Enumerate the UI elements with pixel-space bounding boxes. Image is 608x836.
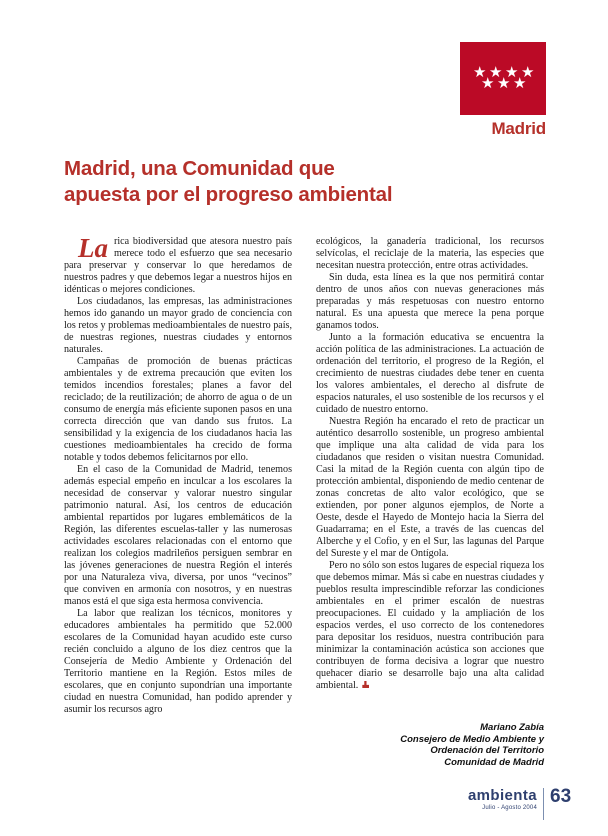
- paragraph: Campañas de promoción de buenas prácticas ambientales y de extrema precaución que eviten los temidos incendios forestales; planes a favor del reciclado; de la reutilización; de ahorro de agua o de un consumo de energía más eficiente suponen pasos en una correcta dirección que van dando sus frutos. La sensibilidad y la exigencia de los ciudadanos hacia las cuestiones medioambientales ha crecido de forma notable y todos debemos felicitarnos por ello.: [64, 356, 292, 463]
- paragraph: Junto a la formación educativa se encuentra la acción política de las administraciones. La actuación de ordenación del territorio, el progreso de la Región, el crecimiento de nuestras ciudades debe tener en cuenta los valores ambientales, el derecho al disfrute de espacios naturales, el uso sostenible de los recursos y el cuidado de nuestro entorno.: [316, 332, 544, 415]
- paragraph: [64, 233, 292, 296]
- drop-cap: La: [78, 233, 108, 263]
- flag-star: ★: [513, 76, 527, 92]
- paragraph: Nuestra Región ha encarado el reto de practicar un auténtico desarrollo sostenible, un progreso ambiental que implique una alta calidad de vida para los ciudadanos que residen o visitan nuestra Comunidad. Casi la mitad de la Región cuenta con algún tipo de protección ambiental, disponiendo de medio centenar de zonas concretas de alto valor ecológico, que se extienden, por poner algunos ejemplos, de Norte a Oeste, desde el Hayedo de Montejo hacia la Sierra del Guadarrama; en el Este, a través de las cuencas del Alberche y el Cofio, y en el Sur, las lagunas del Parque del Sureste y el mar de Ontígola.: [316, 416, 544, 559]
- paragraph: Sin duda, esta línea es la que nos permitirá contar dentro de unos años con nuevas generaciones más preparadas y más respetuosas con nuestro entorno natural. Es una apuesta que merece la pena porque ganamos todos.: [316, 272, 544, 331]
- flag-star: ★: [489, 65, 503, 81]
- flag-star: ★: [481, 76, 495, 92]
- magazine-brand: ambienta: [467, 787, 537, 804]
- footer-masthead: [462, 788, 544, 820]
- article-body: [64, 233, 544, 715]
- article-column-right: [316, 236, 544, 692]
- madrid-flag-icon: [460, 42, 546, 115]
- flag-star: ★: [473, 65, 487, 81]
- title-line-2: apuesta por el progreso ambiental: [64, 182, 393, 206]
- author-name: Mariano Zabía: [480, 722, 544, 733]
- paragraph: ecológicos, la ganadería tradicional, los recursos selvícolas, el reciclaje de la materia, las especies que necesitan nuestra protección, entre otras actividades.: [316, 236, 544, 271]
- issue-date: Julio - Agosto 2004: [482, 805, 537, 811]
- flag-star: ★: [521, 65, 535, 81]
- article-column-left: [64, 233, 292, 716]
- author-signature: [294, 722, 544, 768]
- madrid-logo: [460, 42, 546, 139]
- paragraph: En el caso de la Comunidad de Madrid, tenemos además especial empeño en inculcar a los escolares la necesidad de conservar y valorar nuestro singular patrimonio natural. Así, los centros de educación ambiental repartidos por lugares emblemáticos de la Región, las diferentes escuelas-taller y las numerosas actividades escolares relacionadas con el entorno que realizan los colegios madrileños persiguen sembrar en las jóvenes generaciones de nuestra Región el interés por una Naturaleza viva, diversa, por unos “vecinos” que conviven en armonía con nosotros, y en nuestras manos está el que siga esta hermosa convivencia.: [64, 464, 292, 607]
- author-role-line-1: Consejero de Medio Ambiente y: [400, 733, 544, 745]
- page-title: [64, 156, 484, 208]
- paragraph-text: Pero no sólo son estos lugares de especial riqueza los que debemos mimar. Más si cabe en nuestras ciudades y pueblos resulta imprescindible reforzar las condiciones ambientales en el primer escalón de nuestras preocupaciones. El cuidado y la ampliación de los espacios verdes, el uso correcto de los contenedores para depositar los residuos, nuestra contribución para minimizar la contaminación acústica son acciones que contribuyen de forma decisiva a lograr que nuestro quehacer diario se desarrolle bajo una alta calidad ambiental.: [316, 560, 544, 691]
- flag-star: ★: [497, 76, 511, 92]
- author-role-line-2: Ordenación del Territorio: [430, 745, 544, 756]
- flag-star: ★: [505, 65, 519, 81]
- madrid-wordmark: Madrid: [491, 119, 546, 138]
- paragraph-text: rica biodiversidad que atesora nuestro país merece todo el esfuerzo que sea necesario para preservar y conservar lo que heredamos de nuestros padres y que debemos legar a nuestros hijos en idénticas o mejores condiciones.: [64, 236, 292, 295]
- paragraph: Los ciudadanos, las empresas, las administraciones hemos ido ganando un mayor grado de conciencia con los retos y problemas medioambientales de nuestro país, de nuestras regiones, nuestras ciudades y entornos naturales.: [64, 296, 292, 355]
- paragraph: La labor que realizan los técnicos, monitores y educadores ambientales ha permitido que 52.000 escolares de la Comunidad hayan acudido este curso recién concluido a alguno de los diez centros que la Consejería de Medio Ambiente y Ordenación del Territorio mantiene en la Región. Estos miles de escolares, que en conjunto supondrían una importante ciudad en nuestra Comunidad, han podido aprender y asumir los recursos agro: [64, 608, 292, 715]
- paragraph: [316, 560, 544, 692]
- author-organization: Comunidad de Madrid: [444, 756, 544, 768]
- title-line-1: Madrid, una Comunidad que: [64, 156, 335, 180]
- page-number: 63: [550, 786, 572, 807]
- end-of-article-icon: [362, 681, 369, 688]
